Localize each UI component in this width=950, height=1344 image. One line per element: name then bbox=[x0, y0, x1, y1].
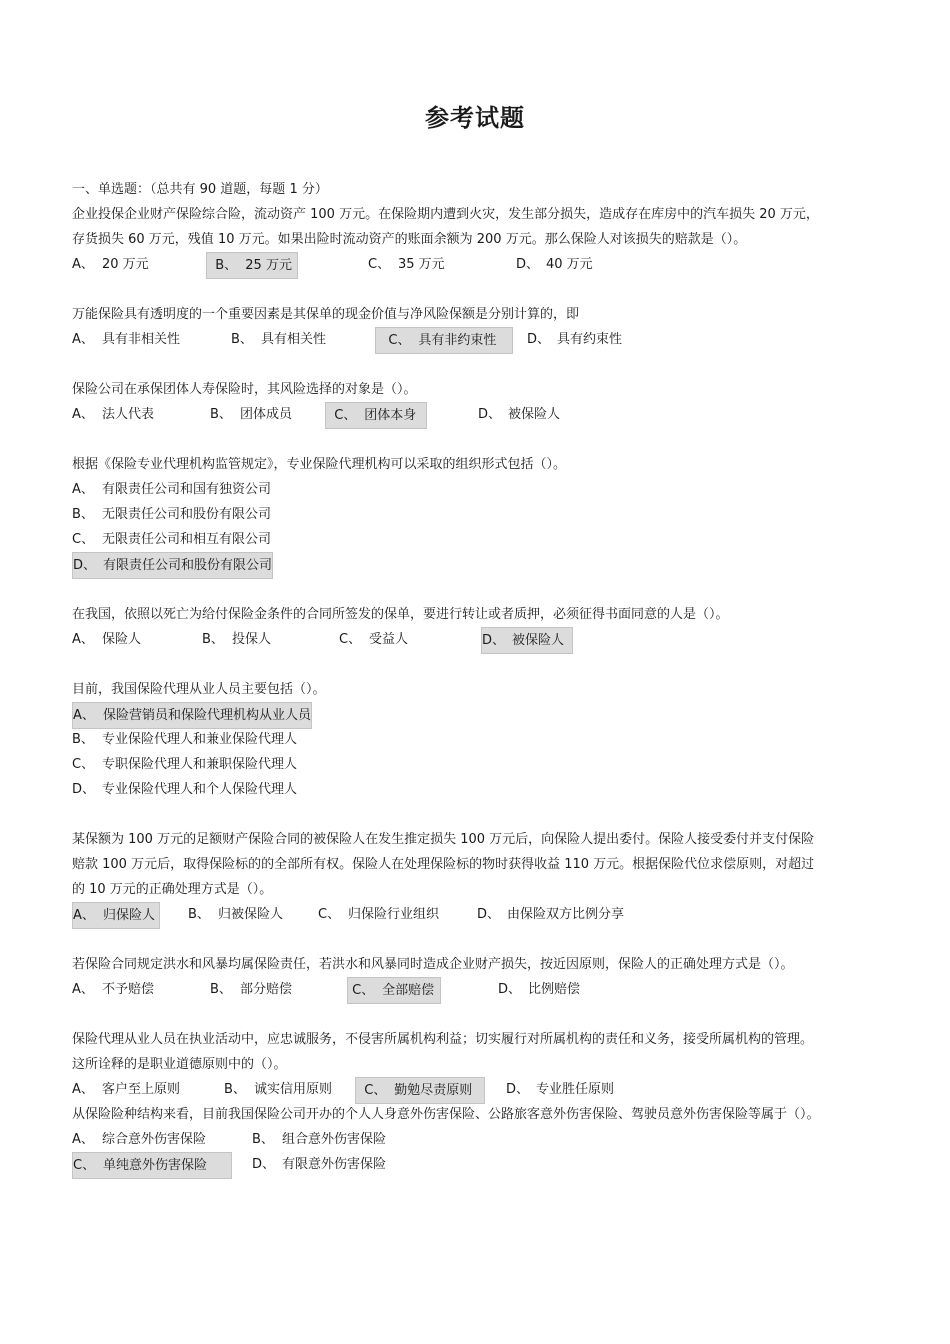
question-text: 某保额为 100 万元的足额财产保险合同的被保险人在发生推定损失 100 万元后，向保险人提出委付。保险人接受委付并支付保险 bbox=[72, 832, 815, 847]
option-a[interactable]: A、 有限责任公司和国有独资公司 bbox=[72, 482, 272, 497]
question-text: 存货损失 60 万元，残值 10 万元。如果出险时流动资产的账面余额为 200 万元。那么保险人对该损失的赔款是（）。 bbox=[72, 232, 747, 247]
option-a[interactable]: A、 保险人 bbox=[72, 632, 142, 647]
option-d[interactable]: D、 40 万元 bbox=[516, 257, 593, 272]
option-a[interactable]: A、 法人代表 bbox=[72, 407, 155, 422]
option-b[interactable]: B、 组合意外伤害保险 bbox=[252, 1132, 387, 1147]
option-d-highlighted[interactable]: D、 被保险人 bbox=[481, 627, 573, 654]
question-text: 企业投保企业财产保险综合险，流动资产 100 万元。在保险期内遭到火灾，发生部分损失，造成存在库房中的汽车损失 20 万元， bbox=[72, 207, 819, 222]
option-d[interactable]: D、 被保险人 bbox=[478, 407, 561, 422]
question-text: 在我国，依照以死亡为给付保险金条件的合同所签发的保单，要进行转让或者质押，必须征得书面同意的人是（）。 bbox=[72, 607, 729, 622]
option-a[interactable]: A、 不予赔偿 bbox=[72, 982, 155, 997]
option-a-highlighted[interactable]: A、 归保险人 bbox=[72, 902, 160, 929]
option-c[interactable]: C、 归保险行业组织 bbox=[318, 907, 440, 922]
option-b[interactable]: B、 诚实信用原则 bbox=[224, 1082, 333, 1097]
question-text: 保险代理从业人员在执业活动中，应忠诚服务，不侵害所属机构利益；切实履行对所属机构的责任和义务，接受所属机构的管理。 bbox=[72, 1032, 814, 1047]
option-c-highlighted[interactable]: C、 单纯意外伤害保险 bbox=[72, 1152, 232, 1179]
section-heading: 一、单选题：（总共有 90 道题，每题 1 分） bbox=[72, 182, 328, 197]
question-text: 保险公司在承保团体人寿保险时，其风险选择的对象是（）。 bbox=[72, 382, 417, 397]
option-b-highlighted[interactable]: B、 25 万元 bbox=[206, 252, 298, 279]
question-1 bbox=[72, 202, 884, 277]
option-d[interactable]: D、 由保险双方比例分享 bbox=[477, 907, 625, 922]
option-b[interactable]: B、 无限责任公司和股份有限公司 bbox=[72, 507, 272, 522]
option-a[interactable]: A、 客户至上原则 bbox=[72, 1082, 181, 1097]
question-text: 这所诠释的是职业道德原则中的（）。 bbox=[72, 1057, 287, 1072]
question-2 bbox=[72, 302, 884, 352]
option-b[interactable]: B、 部分赔偿 bbox=[210, 982, 293, 997]
option-c-highlighted[interactable]: C、 具有非约束性 bbox=[375, 327, 513, 354]
question-9 bbox=[72, 1027, 884, 1102]
option-d[interactable]: D、 专业胜任原则 bbox=[506, 1082, 615, 1097]
option-d[interactable]: D、 有限意外伤害保险 bbox=[252, 1157, 387, 1172]
option-b[interactable]: B、 具有相关性 bbox=[231, 332, 327, 347]
option-b[interactable]: B、 团体成员 bbox=[210, 407, 293, 422]
option-c[interactable]: C、 无限责任公司和相互有限公司 bbox=[72, 532, 272, 547]
option-c-highlighted[interactable]: C、 团体本身 bbox=[325, 402, 427, 429]
question-text: 的 10 万元的正确处理方式是（）。 bbox=[72, 882, 273, 897]
question-5 bbox=[72, 602, 884, 652]
option-c-highlighted[interactable]: C、 全部赔偿 bbox=[347, 977, 441, 1004]
option-a-highlighted[interactable]: A、 保险营销员和保险代理机构从业人员 bbox=[72, 702, 312, 729]
question-text: 若保险合同规定洪水和风暴均属保险责任，若洪水和风暴同时造成企业财产损失，按近因原则，保险人的正确处理方式是（）。 bbox=[72, 957, 794, 972]
question-7 bbox=[72, 827, 884, 927]
option-a[interactable]: A、 综合意外伤害保险 bbox=[72, 1132, 207, 1147]
option-d[interactable]: D、 比例赔偿 bbox=[498, 982, 581, 997]
option-d-highlighted[interactable]: D、 有限责任公司和股份有限公司 bbox=[72, 552, 273, 579]
option-b[interactable]: B、 投保人 bbox=[202, 632, 272, 647]
question-text: 根据《保险专业代理机构监管规定》，专业保险代理机构可以采取的组织形式包括（）。 bbox=[72, 457, 567, 472]
question-text: 万能保险具有透明度的一个重要因素是其保单的现金价值与净风险保额是分别计算的，即 bbox=[72, 307, 580, 322]
question-4 bbox=[72, 452, 884, 577]
option-d[interactable]: D、 具有约束性 bbox=[527, 332, 623, 347]
option-d[interactable]: D、 专业保险代理人和个人保险代理人 bbox=[72, 782, 298, 797]
question-text: 从保险险种结构来看，目前我国保险公司开办的个人人身意外伤害保险、公路旅客意外伤害保险、驾驶员意外伤害保险等属于（）。 bbox=[72, 1107, 820, 1122]
page-title: 参考试题 bbox=[425, 104, 525, 132]
question-6 bbox=[72, 677, 884, 802]
question-8 bbox=[72, 952, 884, 1002]
question-10 bbox=[72, 1102, 884, 1177]
option-a[interactable]: A、 具有非相关性 bbox=[72, 332, 181, 347]
option-a[interactable]: A、 20 万元 bbox=[72, 257, 149, 272]
option-c[interactable]: C、 35 万元 bbox=[368, 257, 445, 272]
option-c[interactable]: C、 专职保险代理人和兼职保险代理人 bbox=[72, 757, 298, 772]
option-c[interactable]: C、 受益人 bbox=[339, 632, 409, 647]
question-list bbox=[72, 177, 884, 1177]
question-text: 目前，我国保险代理从业人员主要包括（）。 bbox=[72, 682, 326, 697]
option-c-highlighted[interactable]: C、 勤勉尽责原则 bbox=[355, 1077, 485, 1104]
question-text: 赔款 100 万元后，取得保险标的的全部所有权。保险人在处理保险标的物时获得收益 110 万元。根据保险代位求偿原则，对超过 bbox=[72, 857, 815, 872]
option-b[interactable]: B、 专业保险代理人和兼业保险代理人 bbox=[72, 732, 298, 747]
question-3 bbox=[72, 377, 884, 427]
option-b[interactable]: B、 归被保险人 bbox=[188, 907, 284, 922]
